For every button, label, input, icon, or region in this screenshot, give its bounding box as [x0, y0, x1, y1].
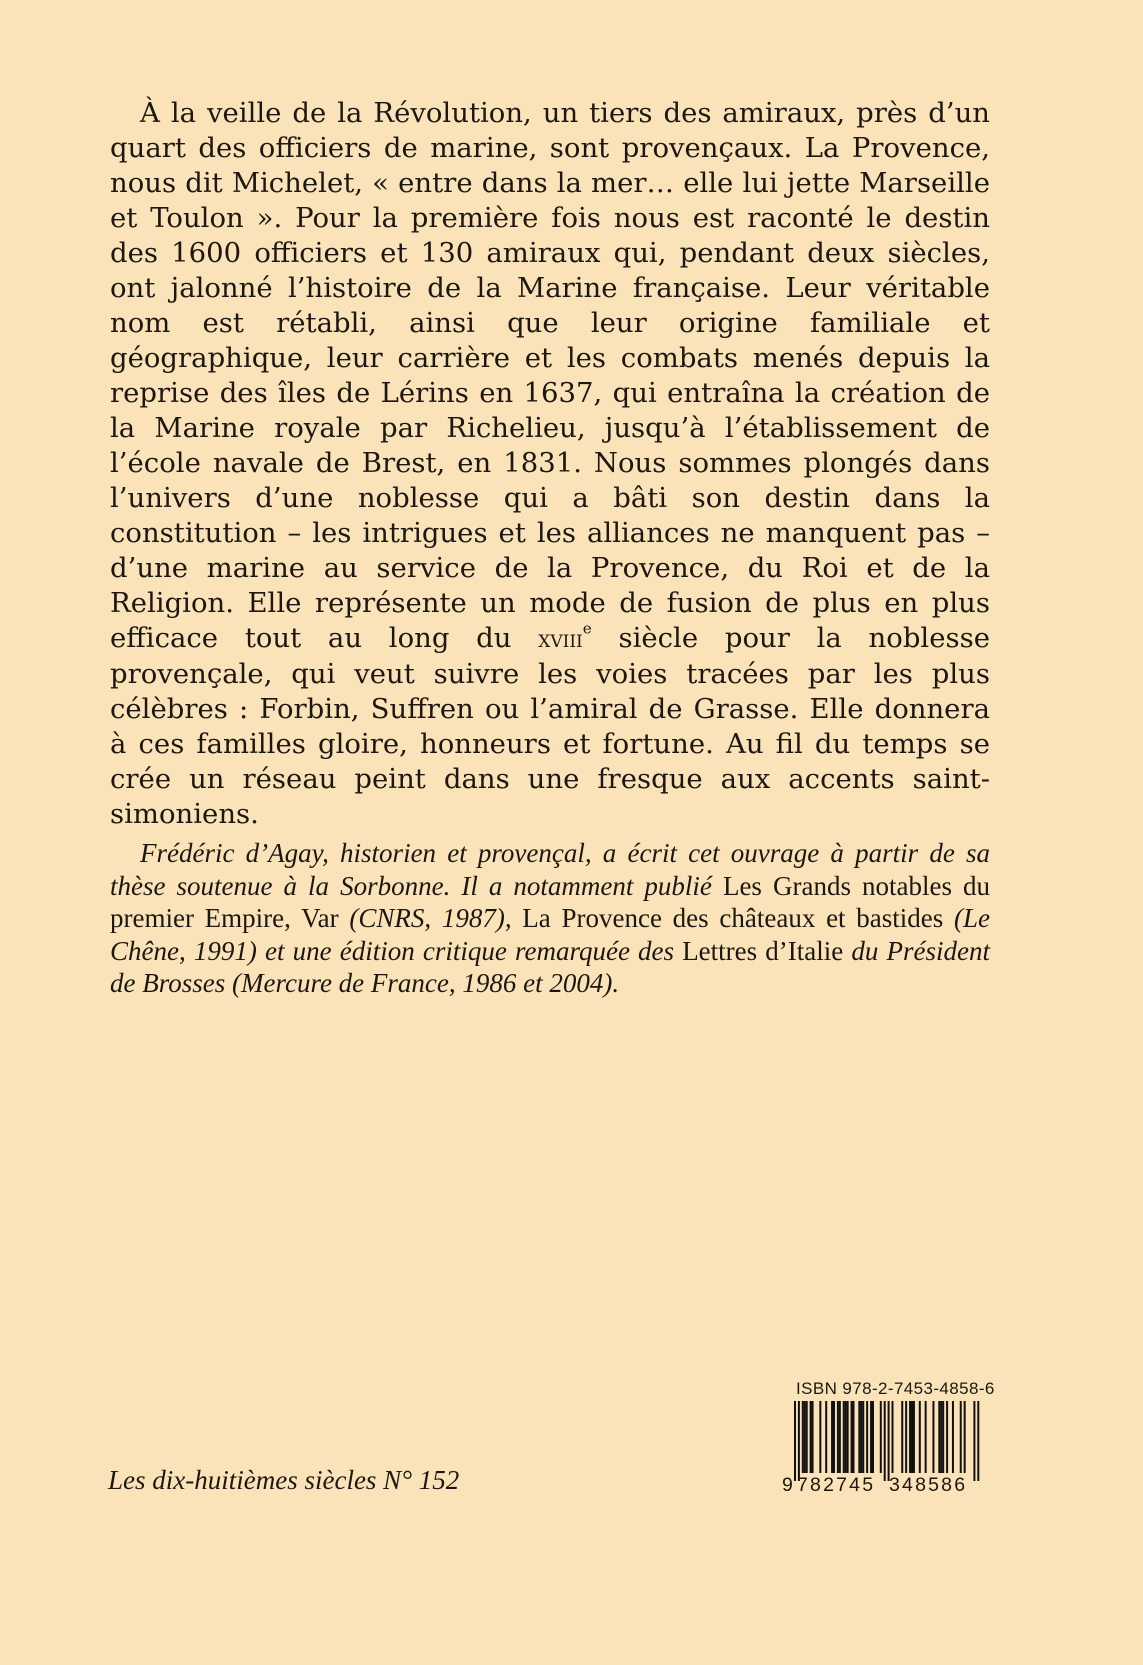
- barcode-bar: [946, 1401, 948, 1473]
- ean-right-group: 348586: [889, 1474, 968, 1496]
- barcode-bar: [932, 1401, 934, 1473]
- barcode-bar: [858, 1401, 860, 1473]
- barcode-bar: [964, 1401, 966, 1473]
- bio-title-provence-chateaux: La Provence des châteaux et bastides: [522, 903, 944, 933]
- barcode-bar: [938, 1401, 940, 1473]
- barcode-guard-bar: [798, 1401, 800, 1481]
- barcode-guard-bar: [973, 1401, 975, 1481]
- barcode-bar: [837, 1401, 839, 1473]
- blurb-text-part1: À la veille de la Révolution, un tiers des amiraux, près d’un quart des officiers de marine, sont provençaux. La Provence, nous dit Michelet, « entre dans la mer… elle lui jette Marseille et Toulon ». Pour la première fois nous est raconté le destin des 1600 officiers et 130 amiraux qui, pendant deux siècles, ont jalonné l’histoire de la Marine française. Leur véritable nom est rétabli, ainsi que leur origine familiale et géographique, leur carrière et les combats menés depuis la reprise des îles de Lérins en 1637, qui entraîna la création de la Marine royale par Richelieu, jusqu’à l’établissement de l’école navale de Brest, en 1831. Nous sommes plongés dans l’univers d’une noblesse qui a bâti son destin dans la constitution – les intrigues et les alliances ne manquent pas – d’une marine au service de la Provence, du Roi et de la Religion. Elle représente un mode de fusion de plus en plus efficace tout au long du: [110, 97, 990, 654]
- barcode-guard-bar: [977, 1401, 979, 1481]
- barcode-bar: [911, 1401, 913, 1473]
- barcode-bar: [919, 1401, 921, 1473]
- author-bio: [110, 837, 990, 1000]
- barcode-bar: [825, 1401, 827, 1473]
- barcode-bar: [804, 1401, 806, 1473]
- barcode-bar: [925, 1401, 927, 1473]
- barcode-bar: [819, 1401, 821, 1473]
- barcode-bar: [913, 1401, 915, 1473]
- barcode-bar: [892, 1401, 894, 1473]
- barcode-bar: [810, 1401, 812, 1473]
- barcode-guard-bar: [794, 1401, 796, 1481]
- barcode-bar: [806, 1401, 808, 1473]
- barcode-bar: [960, 1401, 962, 1473]
- barcode-bar: [845, 1401, 847, 1473]
- barcode-bar: [862, 1401, 864, 1473]
- ean-left-group: 782745: [797, 1474, 876, 1496]
- barcode-guard-bar: [888, 1401, 890, 1481]
- bio-text-1: Frédéric d’Agay, historien et provençal, a écrit cet ouvrage à partir de sa thèse soutenue à la Sorbonne. Il a notamment publié: [110, 838, 990, 901]
- barcode-bar: [831, 1401, 833, 1473]
- barcode-guard-bar: [884, 1401, 886, 1481]
- barcode-bar: [940, 1401, 942, 1473]
- barcode-bar: [866, 1401, 868, 1473]
- bio-text-3: (Le Chêne, 1991) et une édition critique remarquée des: [110, 903, 990, 966]
- isbn-barcode-block: [782, 1379, 995, 1500]
- barcode-bar: [851, 1401, 853, 1473]
- ean-first-digit: 9: [782, 1474, 793, 1496]
- barcode-bar: [839, 1401, 841, 1473]
- isbn-label: ISBN 978-2-7453-4858-6: [796, 1379, 995, 1398]
- barcode-bar: [880, 1401, 882, 1473]
- barcode-bar: [860, 1401, 862, 1473]
- barcode-bar: [853, 1401, 855, 1473]
- century-superscript: e: [582, 619, 592, 638]
- barcode-bar: [901, 1401, 903, 1473]
- bio-text-2: (CNRS, 1987),: [338, 903, 523, 933]
- barcode-bar: [847, 1401, 849, 1473]
- barcode-bar: [872, 1401, 874, 1473]
- blurb-text-part2: siècle pour la noblesse provençale, qui veut suivre les voies tracées par les plus célèbres : Forbin, Suffren ou l’amiral de Grasse. Elle donnera à ces familles gloire, honneurs et fortune. Au fil du temps se crée un réseau peint dans une fresque aux accents saint-simoniens.: [110, 622, 990, 830]
- bio-title-lettres-italie: Lettres d’Italie: [682, 935, 844, 966]
- series-name: Les dix-huitièmes siècles N° 152: [108, 1465, 460, 1495]
- barcode-bar: [942, 1401, 944, 1473]
- barcode-bar: [952, 1401, 954, 1473]
- ean13-barcode: [782, 1401, 982, 1483]
- barcode-bar: [812, 1401, 814, 1473]
- barcode-bar: [870, 1401, 872, 1473]
- barcode-bar: [843, 1401, 845, 1473]
- back-cover-blurb: [110, 96, 990, 832]
- bio-title-grands-notables: Les Grands notables du premier Empire, Var: [110, 870, 990, 933]
- bio-text-4: du Président de Brosses (Mercure de France, 1986 et 2004).: [110, 935, 990, 998]
- barcode-bar: [909, 1401, 911, 1473]
- barcode-bar: [833, 1401, 835, 1473]
- century-numeral: xviii: [538, 625, 583, 653]
- barcode-bar: [802, 1401, 804, 1473]
- barcode-bar: [905, 1401, 907, 1473]
